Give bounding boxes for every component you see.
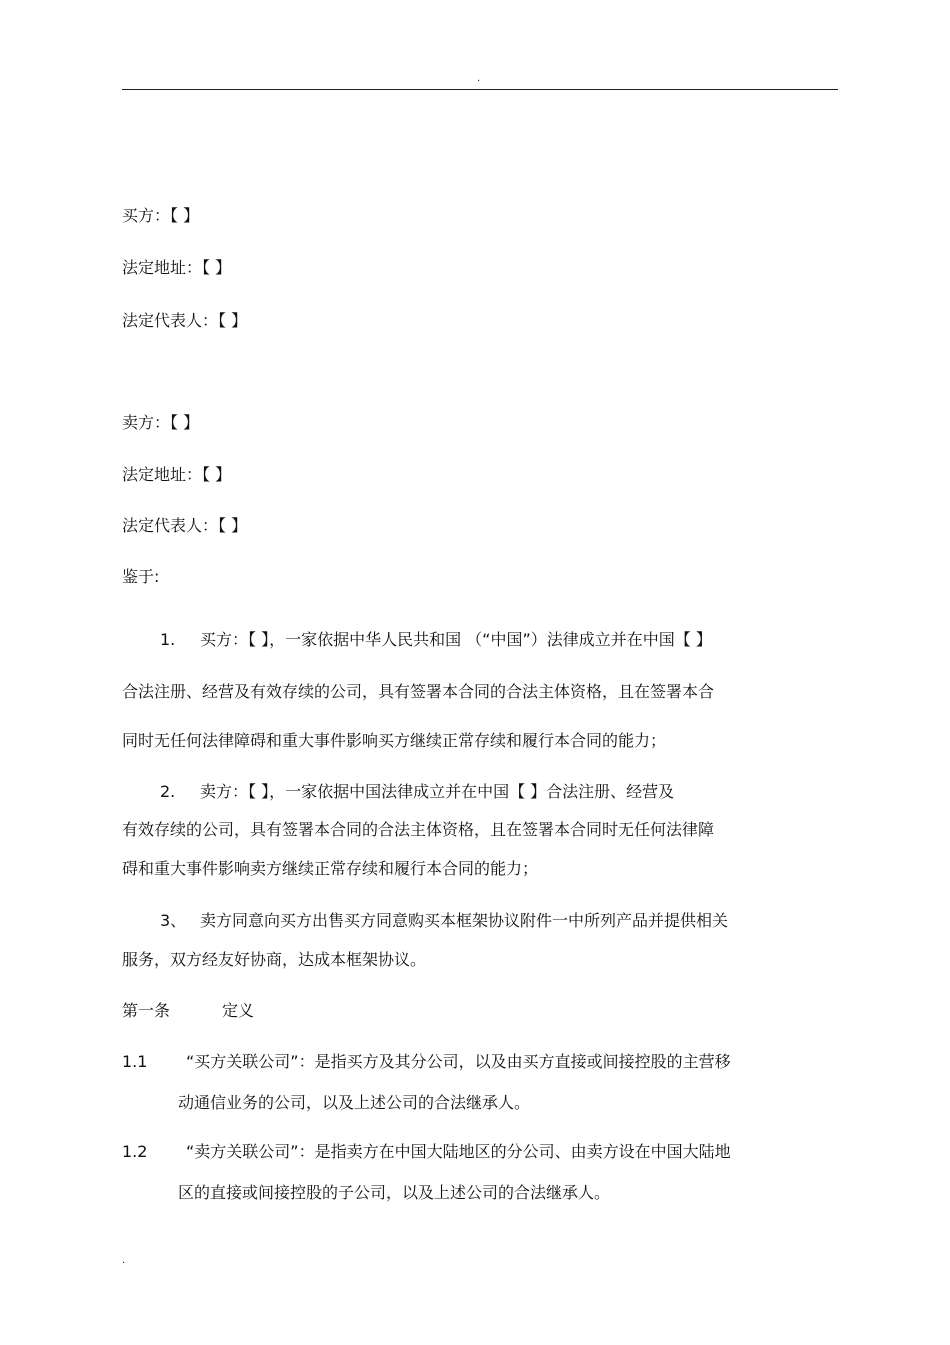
article-1-heading (122, 1001, 254, 1021)
whereas-item-1-line1: 买方：【 】，一家依据中华人民共和国 （“中国”）法律成立并在中国【 】 (200, 630, 712, 649)
whereas-item-3-line1: 卖方同意向买方出售买方同意购买本框架协议附件一中所列产品并提供相关 (200, 911, 729, 930)
buyer-name: 买方：【 】 (122, 206, 200, 225)
definition-1-1-line2: 动通信业务的公司，以及上述公司的合法继承人。 (178, 1093, 531, 1112)
whereas-item-3-line2: 服务，双方经友好协商，达成本框架协议。 (122, 950, 427, 969)
article-1-heading-num: 第一条 (122, 1001, 171, 1020)
buyer-representative: 法定代表人：【 】 (122, 311, 248, 330)
buyer-address: 法定地址：【 】 (122, 258, 232, 277)
definition-1-2-line1: “卖方关联公司”：是指卖方在中国大陆地区的分公司、由卖方设在中国大陆地 (186, 1142, 731, 1161)
whereas-item-2-num: 2. (160, 782, 176, 801)
whereas-item-2 (160, 782, 674, 802)
whereas-item-1-line2: 合法注册、经营及有效存续的公司，具有签署本合同的合法主体资格，且在签署本合 (122, 682, 715, 701)
definition-1-2 (122, 1142, 731, 1162)
whereas-item-2-line3: 碍和重大事件影响卖方继续正常存续和履行本合同的能力； (122, 859, 539, 878)
definition-1-1-num: 1.1 (122, 1052, 148, 1071)
whereas-item-1 (160, 630, 712, 650)
article-1-heading-title: 定义 (222, 1001, 255, 1020)
whereas-item-2-line1: 卖方：【 】，一家依据中国法律成立并在中国【 】合法注册、经营及 (200, 782, 675, 801)
whereas-item-1-num: 1. (160, 630, 176, 649)
definition-1-1 (122, 1052, 731, 1072)
whereas-item-1-line3: 同时无任何法律障碍和重大事件影响买方继续正常存续和履行本合同的能力； (122, 731, 667, 750)
seller-address: 法定地址：【 】 (122, 465, 232, 484)
whereas-item-3-num: 3、 (160, 911, 187, 930)
seller-representative: 法定代表人：【 】 (122, 516, 248, 535)
seller-name: 卖方：【 】 (122, 413, 200, 432)
definition-1-1-line1: “买方关联公司”：是指买方及其分公司，以及由买方直接或间接控股的主营移 (186, 1052, 731, 1071)
header-rule (122, 89, 838, 90)
definition-1-2-line2: 区的直接或间接控股的子公司，以及上述公司的合法继承人。 (178, 1183, 611, 1202)
definition-1-2-num: 1.2 (122, 1142, 148, 1161)
whereas-item-3 (160, 911, 728, 931)
footer-mark: . (122, 1255, 126, 1266)
header-mark: . (477, 73, 481, 84)
whereas-item-2-line2: 有效存续的公司，具有签署本合同的合法主体资格，且在签署本合同时无任何法律障 (122, 820, 715, 839)
whereas-title: 鉴于: (122, 567, 160, 586)
